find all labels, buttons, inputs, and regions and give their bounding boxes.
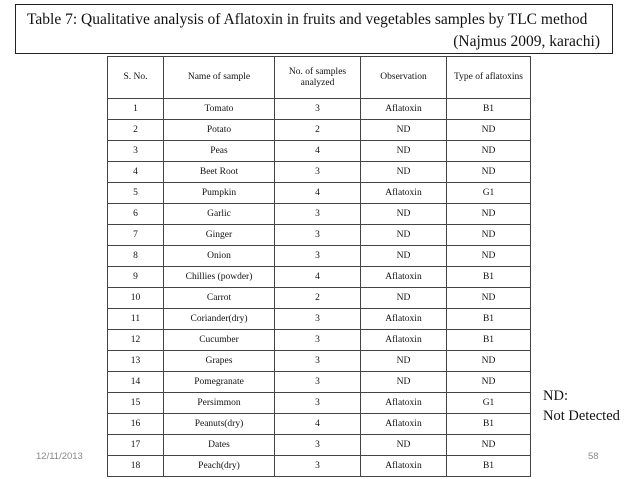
cell-serial: 8 <box>108 246 164 267</box>
cell-serial: 4 <box>108 162 164 183</box>
cell-serial: 3 <box>108 141 164 162</box>
cell-observation: Aflatoxin <box>361 267 447 288</box>
column-header-observation: Observation <box>361 57 447 99</box>
table-row <box>108 330 531 351</box>
cell-aflatoxin-type: B1 <box>447 330 531 351</box>
table-row <box>108 435 531 456</box>
table-row <box>108 393 531 414</box>
cell-samples-analyzed: 2 <box>275 120 361 141</box>
cell-observation: Aflatoxin <box>361 414 447 435</box>
cell-samples-analyzed: 3 <box>275 435 361 456</box>
cell-serial: 6 <box>108 204 164 225</box>
aflatoxin-results-table <box>107 56 531 477</box>
cell-samples-analyzed: 4 <box>275 414 361 435</box>
cell-serial: 2 <box>108 120 164 141</box>
cell-sample-name: Tomato <box>164 99 275 120</box>
cell-sample-name: Potato <box>164 120 275 141</box>
cell-samples-analyzed: 3 <box>275 99 361 120</box>
cell-samples-analyzed: 4 <box>275 183 361 204</box>
cell-sample-name: Onion <box>164 246 275 267</box>
cell-sample-name: Peas <box>164 141 275 162</box>
cell-sample-name: Chillies (powder) <box>164 267 275 288</box>
cell-aflatoxin-type: ND <box>447 162 531 183</box>
cell-samples-analyzed: 3 <box>275 162 361 183</box>
cell-sample-name: Peach(dry) <box>164 456 275 477</box>
table-row <box>108 183 531 204</box>
cell-serial: 10 <box>108 288 164 309</box>
cell-observation: Aflatoxin <box>361 183 447 204</box>
column-header-sample-name: Name of sample <box>164 57 275 99</box>
legend-abbreviation: ND: <box>543 388 568 404</box>
cell-serial: 15 <box>108 393 164 414</box>
table-row <box>108 225 531 246</box>
table-source-citation: (Najmus 2009, karachi) <box>453 33 600 50</box>
cell-samples-analyzed: 4 <box>275 267 361 288</box>
cell-serial: 11 <box>108 309 164 330</box>
table-row <box>108 267 531 288</box>
cell-samples-analyzed: 3 <box>275 393 361 414</box>
table-row <box>108 309 531 330</box>
cell-aflatoxin-type: ND <box>447 246 531 267</box>
cell-observation: Aflatoxin <box>361 456 447 477</box>
table-row <box>108 162 531 183</box>
cell-observation: ND <box>361 141 447 162</box>
cell-samples-analyzed: 2 <box>275 288 361 309</box>
cell-aflatoxin-type: ND <box>447 141 531 162</box>
legend-note <box>543 386 620 426</box>
cell-sample-name: Grapes <box>164 351 275 372</box>
cell-aflatoxin-type: ND <box>447 351 531 372</box>
cell-aflatoxin-type: B1 <box>447 414 531 435</box>
cell-serial: 9 <box>108 267 164 288</box>
cell-sample-name: Cucumber <box>164 330 275 351</box>
cell-serial: 14 <box>108 372 164 393</box>
table-row <box>108 246 531 267</box>
cell-samples-analyzed: 3 <box>275 456 361 477</box>
cell-observation: Aflatoxin <box>361 393 447 414</box>
cell-observation: ND <box>361 204 447 225</box>
cell-sample-name: Beet Root <box>164 162 275 183</box>
cell-aflatoxin-type: ND <box>447 288 531 309</box>
table-row <box>108 288 531 309</box>
cell-sample-name: Pomegranate <box>164 372 275 393</box>
table-caption: Table 7: Qualitative analysis of Aflatoxin in fruits and vegetables samples by TLC method <box>27 11 588 28</box>
cell-aflatoxin-type: B1 <box>447 99 531 120</box>
cell-samples-analyzed: 3 <box>275 372 361 393</box>
cell-sample-name: Peanuts(dry) <box>164 414 275 435</box>
cell-sample-name: Garlic <box>164 204 275 225</box>
cell-samples-analyzed: 4 <box>275 141 361 162</box>
table-row <box>108 351 531 372</box>
column-header-samples-analyzed: No. of samples analyzed <box>275 57 361 99</box>
cell-samples-analyzed: 3 <box>275 204 361 225</box>
cell-aflatoxin-type: ND <box>447 225 531 246</box>
cell-observation: ND <box>361 225 447 246</box>
cell-serial: 17 <box>108 435 164 456</box>
cell-observation: ND <box>361 372 447 393</box>
cell-sample-name: Dates <box>164 435 275 456</box>
table-row <box>108 204 531 225</box>
cell-sample-name: Ginger <box>164 225 275 246</box>
cell-aflatoxin-type: ND <box>447 120 531 141</box>
table-row <box>108 372 531 393</box>
table-caption-box <box>15 4 613 54</box>
table-row <box>108 141 531 162</box>
cell-serial: 12 <box>108 330 164 351</box>
table-row <box>108 120 531 141</box>
cell-observation: ND <box>361 351 447 372</box>
cell-serial: 1 <box>108 99 164 120</box>
cell-aflatoxin-type: B1 <box>447 267 531 288</box>
cell-observation: Aflatoxin <box>361 330 447 351</box>
footer-page-number: 58 <box>588 451 599 462</box>
cell-observation: ND <box>361 288 447 309</box>
cell-aflatoxin-type: ND <box>447 435 531 456</box>
cell-observation: Aflatoxin <box>361 99 447 120</box>
cell-samples-analyzed: 3 <box>275 246 361 267</box>
cell-samples-analyzed: 3 <box>275 351 361 372</box>
cell-aflatoxin-type: B1 <box>447 456 531 477</box>
cell-serial: 5 <box>108 183 164 204</box>
cell-serial: 7 <box>108 225 164 246</box>
column-header-aflatoxin-type: Type of aflatoxins <box>447 57 531 99</box>
cell-aflatoxin-type: ND <box>447 204 531 225</box>
cell-samples-analyzed: 3 <box>275 330 361 351</box>
cell-observation: ND <box>361 246 447 267</box>
cell-sample-name: Pumpkin <box>164 183 275 204</box>
cell-sample-name: Carrot <box>164 288 275 309</box>
cell-samples-analyzed: 3 <box>275 309 361 330</box>
footer-date: 12/11/2013 <box>36 451 83 462</box>
table-header-row <box>108 57 531 99</box>
cell-sample-name: Coriander(dry) <box>164 309 275 330</box>
legend-definition: Not Detected <box>543 408 620 424</box>
cell-serial: 16 <box>108 414 164 435</box>
cell-observation: Aflatoxin <box>361 309 447 330</box>
cell-observation: ND <box>361 120 447 141</box>
cell-aflatoxin-type: ND <box>447 372 531 393</box>
table-row <box>108 99 531 120</box>
column-header-serial: S. No. <box>108 57 164 99</box>
cell-observation: ND <box>361 162 447 183</box>
cell-observation: ND <box>361 435 447 456</box>
cell-aflatoxin-type: B1 <box>447 309 531 330</box>
cell-serial: 13 <box>108 351 164 372</box>
table-row <box>108 414 531 435</box>
cell-serial: 18 <box>108 456 164 477</box>
cell-samples-analyzed: 3 <box>275 225 361 246</box>
table-row <box>108 456 531 477</box>
cell-sample-name: Persimmon <box>164 393 275 414</box>
cell-aflatoxin-type: G1 <box>447 183 531 204</box>
cell-aflatoxin-type: G1 <box>447 393 531 414</box>
